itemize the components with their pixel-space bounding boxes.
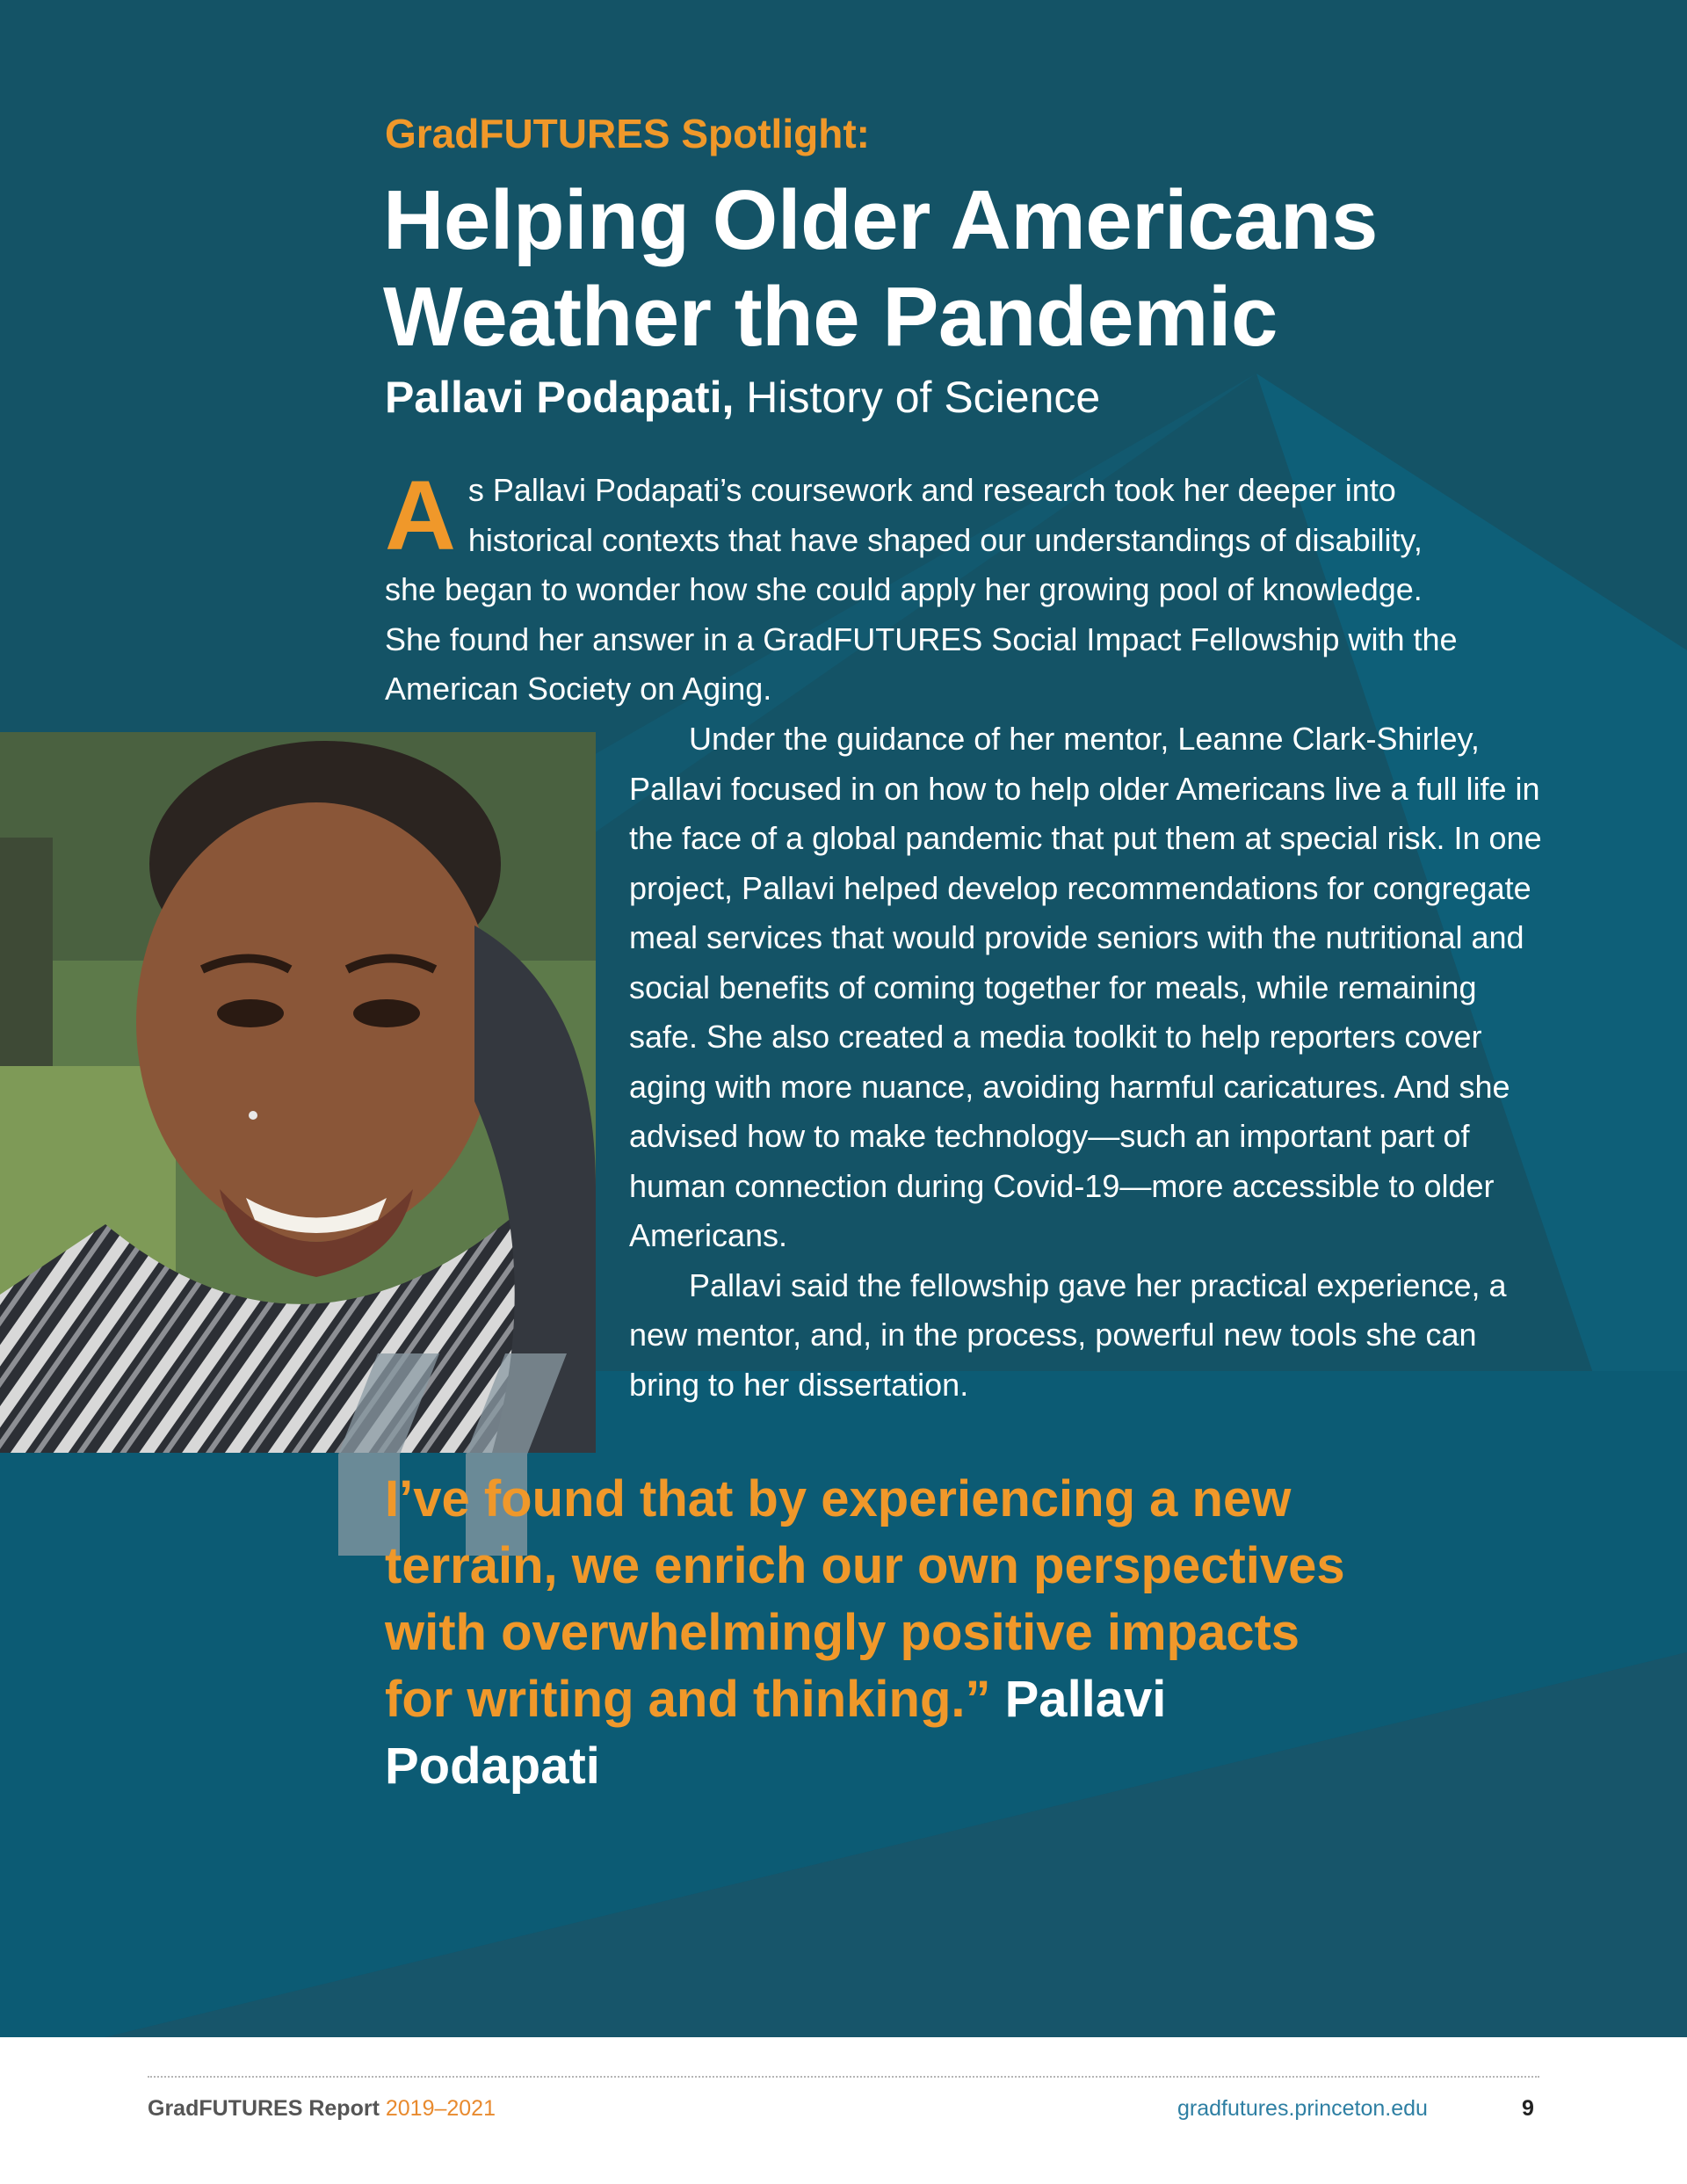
byline [385,369,1100,425]
footer-years: 2019–2021 [385,2096,496,2121]
page-number: 9 [1522,2096,1534,2121]
intro-text: s Pallavi Podapati’s coursework and research took her deeper into historical contexts that have shaped our understandings of disability, she began to wonder how she could apply her growing pool of knowledge. She found her answer in a GradFUTURES Social Impact Fellowship with the American Society on Aging. [385,472,1458,707]
article-paragraph-2: Under the guidance of her mentor, Leanne Clark-Shirley, Pallavi focused in on how to help older Americans live a full life in the face of a global pandemic that put them at special risk. In one project, Pallavi helped develop recommendations for congregate meal services that would provide seniors with the nutritional and social benefits of coming together for meals, while remaining safe. She also created a media toolkit to help reporters cover aging with more nuance, avoiding harmful caricatures. And she advised how to make technology—such an important part of human connection during Covid-19—more accessible to older Americans. [629,721,1542,1253]
footer-report-title [148,2095,496,2122]
footer-divider [148,2076,1539,2078]
spotlight-kicker: GradFUTURES Spotlight: [385,111,870,156]
footer-url-link[interactable]: gradfutures.princeton.edu [1177,2096,1428,2121]
drop-cap: A [385,461,456,570]
article-paragraph-3: Pallavi said the fellowship gave her practical experience, a new mentor, and, in the process, powerful new tools she can bring to her dissertation. [629,1266,1507,1403]
article-body [629,715,1552,1410]
footer-report-name: GradFUTURES Report [148,2096,380,2121]
portrait-illustration [0,732,596,1453]
headline-line-2: Weather the Pandemic [383,270,1278,364]
pull-quote [385,1466,1351,1800]
pull-quote-text: I’ve found that by experiencing a new terrain, we enrich our own perspectives with overwhelmingly positive impacts for writing and thinking.” [385,1470,1345,1728]
pull-quote-attribution: Pallavi Podapati [385,1671,1167,1795]
portrait-photo [0,732,596,1453]
page-title [383,172,1613,366]
intro-paragraph [385,461,1466,715]
byline-department: History of Science [746,373,1101,422]
headline-line-1: Helping Older Americans [383,173,1378,267]
byline-name: Pallavi Podapati, [385,373,735,422]
